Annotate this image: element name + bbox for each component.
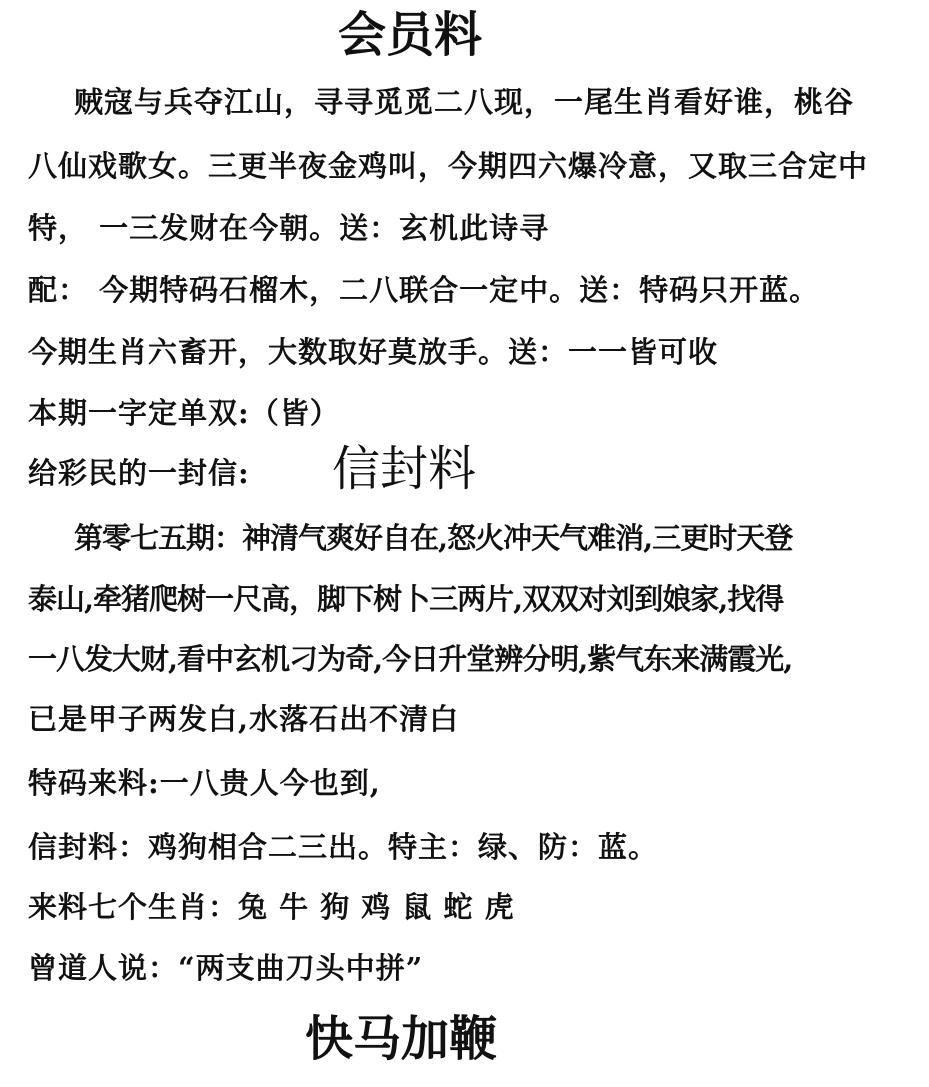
poem-line-2: 八仙戏歌女。三更半夜金鸡叫，今期四六爆冷意，又取三合定中: [28, 149, 869, 183]
seven-zodiacs-line: 来料七个生肖：兔 牛 狗 鸡 鼠 蛇 虎: [28, 890, 515, 924]
letter-line-3: 一八发大财,看中玄机刁为奇,今日升堂辨分明,紫气东来满霞光,: [28, 642, 793, 676]
letter-line-1: 第零七五期：神清气爽好自在,怒火冲天气难消,三更时天登: [74, 521, 793, 555]
final-title: 快马加鞭: [305, 1011, 498, 1067]
special-code-line: 特码来料:一八贵人今也到,: [28, 766, 381, 800]
letter-intro-label: 给彩民的一封信:: [28, 456, 250, 490]
member-title: 会员料: [338, 7, 483, 63]
letter-line-2: 泰山,牵猪爬树一尺高，脚下树卜三两片,双双对刘到娘家,找得: [28, 582, 784, 616]
peizhi-line: 配： 今期特码石榴木，二八联合一定中。送：特码只开蓝。: [28, 273, 820, 307]
zodiac-line: 今期生肖六畜开，大数取好莫放手。送：一一皆可收: [28, 335, 719, 369]
envelope-line: 信封料：鸡狗相合二三出。特主：绿、防：蓝。: [28, 830, 659, 864]
letter-line-4: 已是甲子两发白,水落石出不清白: [28, 702, 460, 736]
poem-line-1: 贼寇与兵夺江山，寻寻觅觅二八现，一尾生肖看好谁，桃谷: [74, 85, 855, 119]
poem-line-3: 特， 一三发财在今朝。送：玄机此诗寻: [28, 211, 550, 245]
taoist-saying-line: 曾道人说：“两支曲刀头中拼”: [28, 951, 424, 985]
odd-even-line: 本期一字定单双:（皆）: [28, 396, 340, 430]
letter-title: 信封料: [332, 441, 477, 497]
